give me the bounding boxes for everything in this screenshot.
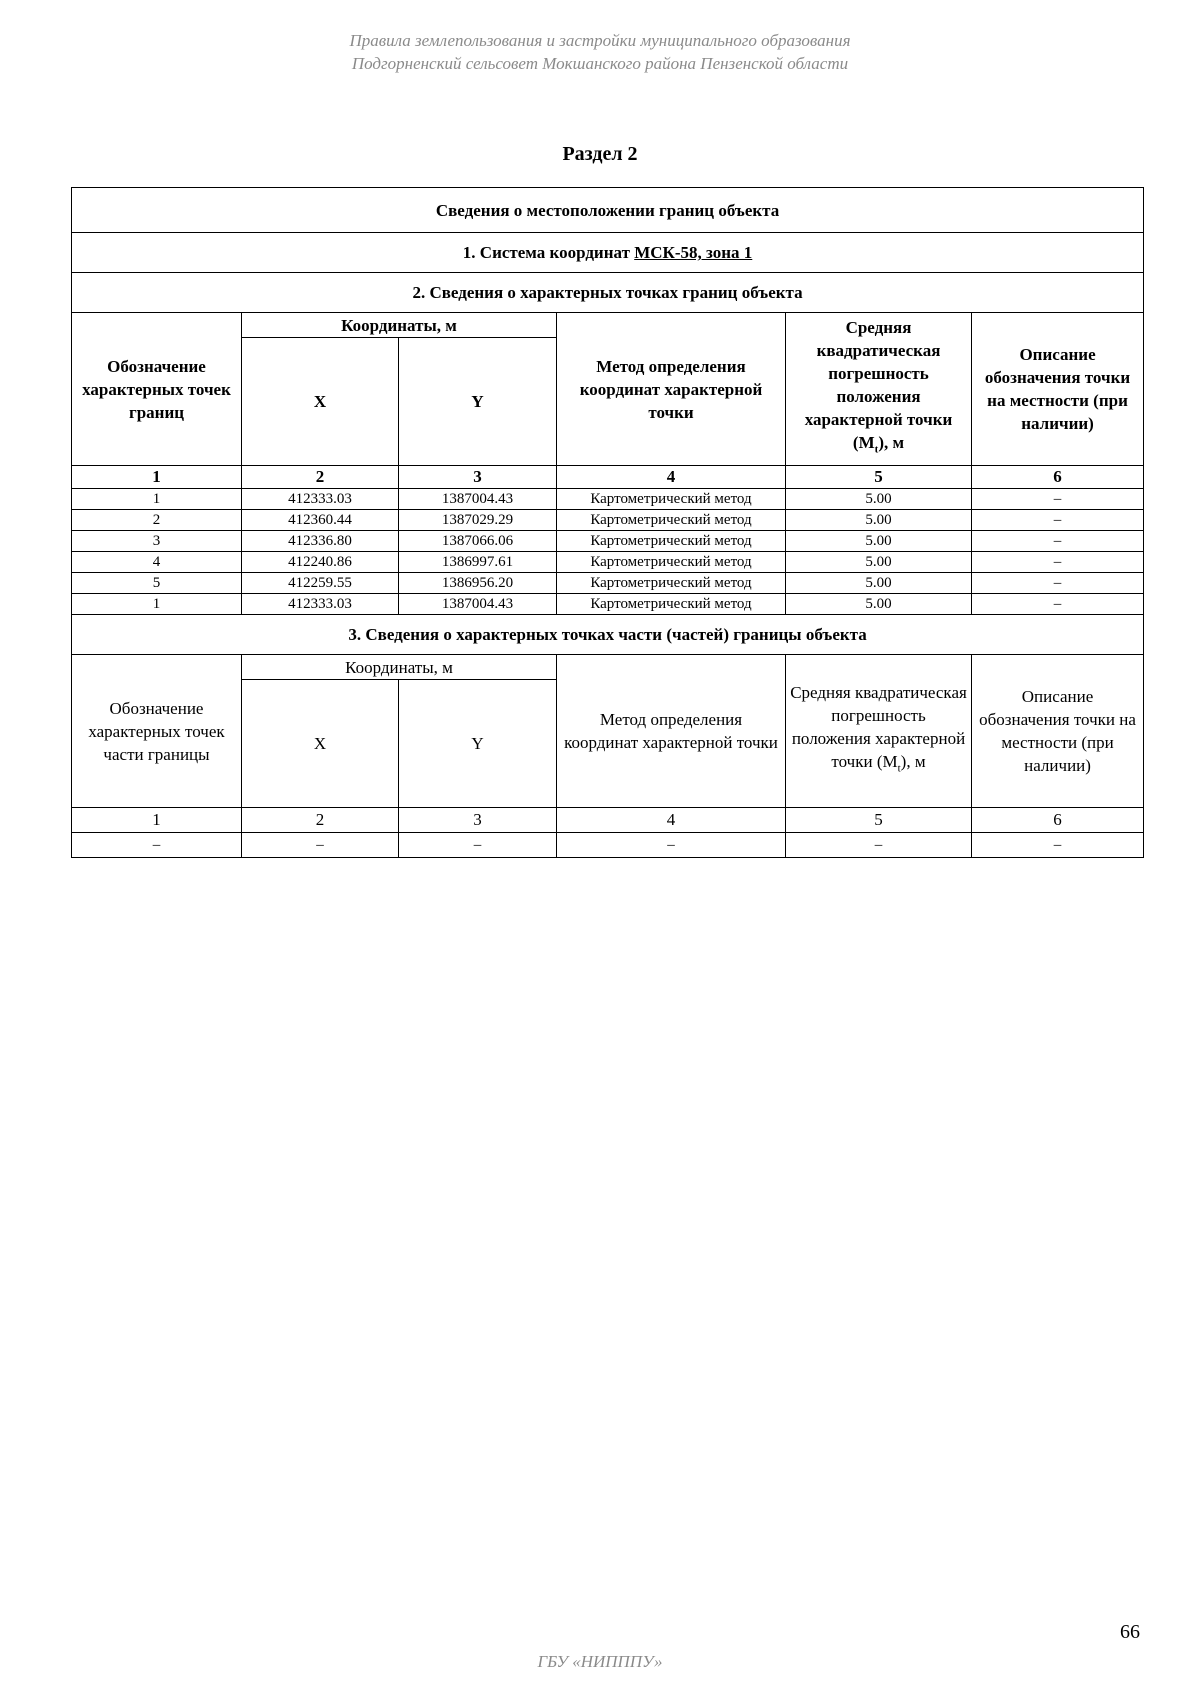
s3-header-point-designation: Обозначение характерных точек части границы <box>72 655 242 808</box>
coordinate-system-row <box>72 233 1144 273</box>
coordinate-system-value: МСК-58, зона 1 <box>634 243 753 262</box>
table-row <box>72 531 1144 552</box>
s3-header-accuracy <box>786 655 972 808</box>
s3-header-x: X <box>242 680 399 808</box>
page-number: 66 <box>1120 1621 1140 1643</box>
table-row <box>72 573 1144 594</box>
coord-y: 1387066.06 <box>399 531 557 552</box>
description: – <box>972 573 1144 594</box>
point-number: 2 <box>72 510 242 531</box>
section-2-title: 2. Сведения о характерных точках границ объекта <box>72 273 1144 313</box>
s3-header-y: Y <box>399 680 557 808</box>
s3-colnum: 3 <box>399 808 557 833</box>
accuracy: 5.00 <box>786 489 972 510</box>
s3-header-accuracy-unit: ), м <box>900 752 926 772</box>
document-header-line-1: Правила землепользования и застройки муниципального образования <box>349 31 851 50</box>
document-header-line-2: Подгорненский сельсовет Мокшанского района Пензенской области <box>351 54 849 73</box>
table-row <box>72 510 1144 531</box>
accuracy: 5.00 <box>786 531 972 552</box>
description: – <box>972 552 1144 573</box>
s2-header-accuracy <box>786 313 972 466</box>
point-number: 5 <box>72 573 242 594</box>
s2-header-point-designation: Обозначение характерных точек границ <box>72 313 242 466</box>
s3-header-accuracy-sub: t <box>897 762 901 775</box>
coord-y: 1387004.43 <box>399 594 557 615</box>
s2-colnum: 2 <box>242 466 399 489</box>
table-row <box>72 833 1144 858</box>
method: Картометрический метод <box>557 510 786 531</box>
document-footer: ГБУ «НИПППУ» <box>537 1652 663 1671</box>
coord-x: 412336.80 <box>242 531 399 552</box>
coord-x: – <box>242 833 399 858</box>
accuracy: 5.00 <box>786 552 972 573</box>
point-number: – <box>72 833 242 858</box>
s3-header-method: Метод определения координат характерной точки <box>557 655 786 808</box>
coord-y: 1386997.61 <box>399 552 557 573</box>
s2-header-coordinates: Координаты, м <box>242 313 557 338</box>
description: – <box>972 489 1144 510</box>
description: – <box>972 833 1144 858</box>
s2-header-accuracy-text: Средняя квадратическая погрешность положения характерной точки (M <box>804 318 953 453</box>
s2-colnum: 6 <box>972 466 1144 489</box>
s2-header-accuracy-sub: t <box>874 443 879 456</box>
s3-header-accuracy-text: Средняя квадратическая погрешность положения характерной точки (M <box>790 683 967 772</box>
s2-header-x: X <box>242 338 399 466</box>
s3-colnum: 4 <box>557 808 786 833</box>
s3-colnum: 6 <box>972 808 1144 833</box>
s2-colnum: 1 <box>72 466 242 489</box>
description: – <box>972 531 1144 552</box>
point-number: 1 <box>72 489 242 510</box>
table-title: Сведения о местоположении границ объекта <box>72 188 1144 233</box>
coord-y: – <box>399 833 557 858</box>
s2-header-description: Описание обозначения точки на местности (при наличии) <box>972 313 1144 466</box>
point-number: 4 <box>72 552 242 573</box>
section-3-title: 3. Сведения о характерных точках части (частей) границы объекта <box>72 615 1144 655</box>
accuracy: 5.00 <box>786 594 972 615</box>
accuracy: 5.00 <box>786 573 972 594</box>
coord-y: 1386956.20 <box>399 573 557 594</box>
coord-x: 412333.03 <box>242 594 399 615</box>
s2-colnum: 3 <box>399 466 557 489</box>
s2-colnum: 5 <box>786 466 972 489</box>
description: – <box>972 594 1144 615</box>
coord-x: 412333.03 <box>242 489 399 510</box>
method: Картометрический метод <box>557 552 786 573</box>
accuracy: – <box>786 833 972 858</box>
table-row <box>72 594 1144 615</box>
method: Картометрический метод <box>557 531 786 552</box>
method: – <box>557 833 786 858</box>
s2-header-y: Y <box>399 338 557 466</box>
s3-header-coordinates: Координаты, м <box>242 655 557 680</box>
s3-colnum: 5 <box>786 808 972 833</box>
table-row <box>72 552 1144 573</box>
coord-x: 412259.55 <box>242 573 399 594</box>
coordinate-system-label: 1. Система координат <box>462 243 630 262</box>
section-title: Раздел 2 <box>562 143 638 165</box>
s2-header-method: Метод определения координат характерной точки <box>557 313 786 466</box>
method: Картометрический метод <box>557 573 786 594</box>
point-number: 1 <box>72 594 242 615</box>
coord-y: 1387029.29 <box>399 510 557 531</box>
coord-y: 1387004.43 <box>399 489 557 510</box>
coord-x: 412240.86 <box>242 552 399 573</box>
s3-header-description: Описание обозначения точки на местности (при наличии) <box>972 655 1144 808</box>
s3-colnum: 2 <box>242 808 399 833</box>
method: Картометрический метод <box>557 489 786 510</box>
description: – <box>972 510 1144 531</box>
accuracy: 5.00 <box>786 510 972 531</box>
s3-colnum: 1 <box>72 808 242 833</box>
method: Картометрический метод <box>557 594 786 615</box>
s2-header-accuracy-unit: ), м <box>878 433 905 453</box>
boundary-table <box>71 187 1144 858</box>
s2-colnum: 4 <box>557 466 786 489</box>
point-number: 3 <box>72 531 242 552</box>
coord-x: 412360.44 <box>242 510 399 531</box>
table-row <box>72 489 1144 510</box>
